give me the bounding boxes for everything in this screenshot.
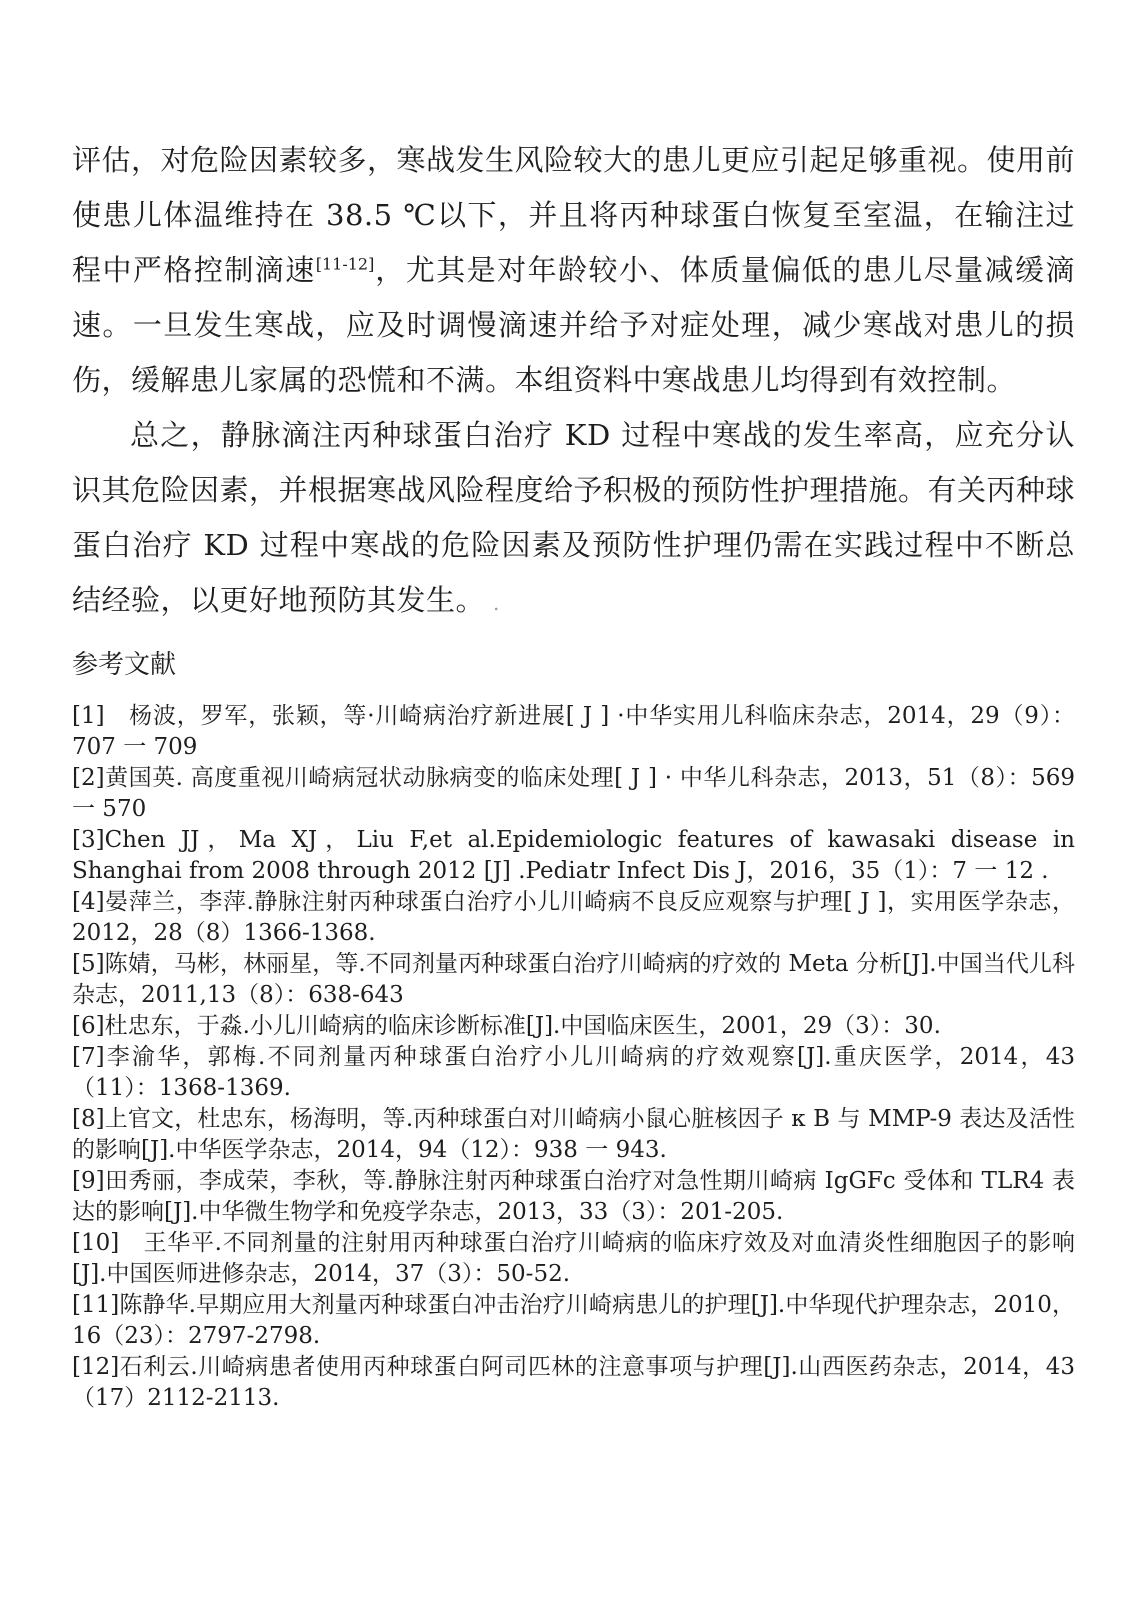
reference-item: [5]陈婧，马彬，林丽星，等.不同剂量丙种球蛋白治疗川崎病的疗效的 Meta 分析[J].中国当代儿科杂志，2011,13（8）：638-643 bbox=[72, 951, 1075, 1008]
paragraph-2-text: 总之，静脉滴注丙种球蛋白治疗 KD 过程中寒战的发生率高，应充分认识其危险因素，并根据寒战风险程度给予积极的预防性护理措施。有关丙种球蛋白治疗 KD 过程中寒战的危险因素及预防性护理仍需在实践过程中不断总结经验，以更好地预防其发生。 bbox=[72, 418, 1076, 617]
reference-item: [10] 王华平.不同剂量的注射用丙种球蛋白治疗川崎病的临床疗效及对血清炎性细胞因子的影响[J].中国医师进修杂志，2014，37（3）：50-52. bbox=[72, 1230, 1075, 1287]
reference-item: [7]李渝华，郭梅.不同剂量丙种球蛋白治疗小儿川崎病的疗效观察[J].重庆医学，2014，43（11）：1368-1369. bbox=[72, 1044, 1075, 1101]
reference-item: [12]石利云.川崎病患者使用丙种球蛋白阿司匹林的注意事项与护理[J].山西医药杂志，2014，43（17）2112-2113. bbox=[72, 1354, 1075, 1411]
references-list bbox=[72, 701, 1075, 1414]
reference-item: [2]黄国英. 高度重视川崎病冠状动脉病变的临床处理[ J ] · 中华儿科杂志，2013，51（8）：569 一 570 bbox=[72, 765, 1075, 822]
reference-item: [6]杜忠东，于淼.小儿川崎病的临床诊断标准[J].中国临床医生，2001，29（3）：30. bbox=[72, 1013, 941, 1039]
paragraph-1-text: 评估，对危险因素较多，寒战发生风险较大的患儿更应引起足够重视。使用前使患儿体温维持在 38.5 ℃以下，并且将丙种球蛋白恢复至室温，在输注过程中严格控制滴速 bbox=[72, 143, 1076, 287]
paragraph-1-text-continued: ，尤其是对年龄较小、体质量偏低的患儿尽量减缓滴速。一旦发生寒战，应及时调慢滴速并给予对症处理，减少寒战对患儿的损伤，缓解患儿家属的恐慌和不满。本组资料中寒战患儿均得到有效控制。 bbox=[72, 253, 1075, 397]
paragraph-conclusion-care bbox=[72, 133, 1075, 408]
reference-item: [8]上官文，杜忠东，杨海明，等.丙种球蛋白对川崎病小鼠心脏核因子 κ B 与 MMP-9 表达及活性的影响[J].中华医学杂志，2014，94（12）：938 一 943. bbox=[72, 1106, 1075, 1163]
reference-item: [11]陈静华.早期应用大剂量丙种球蛋白冲击治疗川崎病患儿的护理[J].中华现代护理杂志，2010，16（23）：2797-2798. bbox=[72, 1292, 1075, 1349]
reference-item: [3]Chen JJ，Ma XJ，Liu F,et al.Epidemiologic features of kawasaki disease in Shanghai from 2008 through 2012 [J] .Pediatr Infect Dis J，2016，35（1）：7 一 12 . bbox=[72, 827, 1075, 884]
trailing-dot-artifact: . bbox=[493, 591, 500, 615]
reference-item: [1] 杨波，罗军，张颖，等·川崎病治疗新进展[ J ] ·中华实用儿科临床杂志，2014，29（9）：707 一 709 bbox=[72, 703, 1076, 760]
paragraph-summary bbox=[72, 408, 1075, 631]
reference-item: [9]田秀丽，李成荣，李秋，等.静脉注射丙种球蛋白治疗对急性期川崎病 IgGFc 受体和 TLR4 表达的影响[J].中华微生物学和免疫学杂志，2013，33（3）：201-205. bbox=[72, 1168, 1075, 1225]
references-heading: 参考文献 bbox=[72, 650, 177, 680]
citation-superscript: [11-12] bbox=[315, 254, 375, 274]
reference-item: [4]晏萍兰，李萍.静脉注射丙种球蛋白治疗小儿川崎病不良反应观察与护理[ J ]，实用医学杂志，2012，28（8）1366-1368. bbox=[72, 889, 1075, 946]
